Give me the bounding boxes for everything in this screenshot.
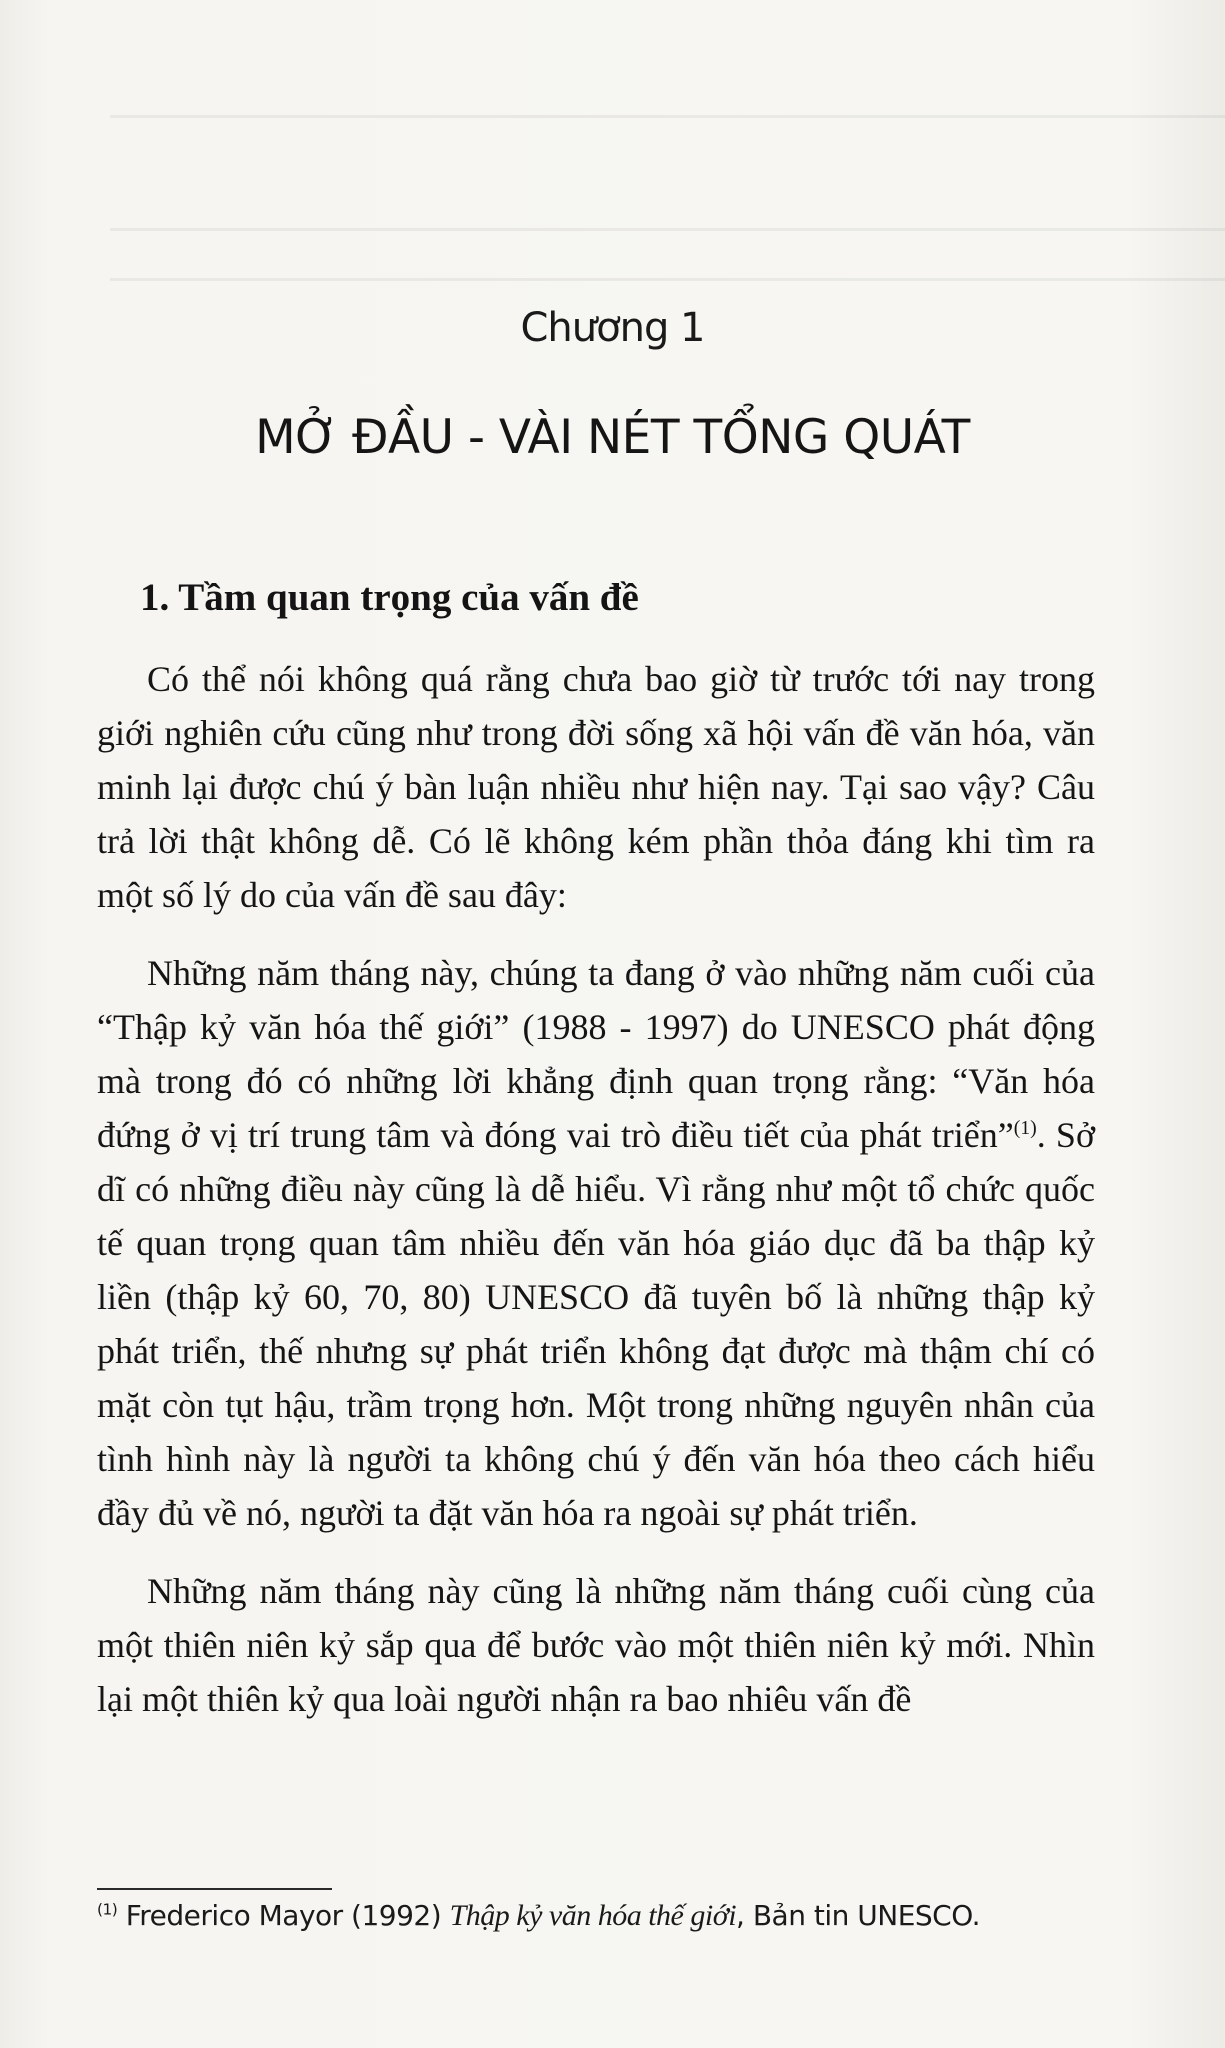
paragraph-text: Những năm tháng này, chúng ta đang ở vào những năm cuối của “Thập kỷ văn hóa thế giới” (1988 - 1997) do UNESCO phát động mà trong đó có những lời khẳng định quan trọng rằng: “Văn hóa đứng ở vị trí trung tâm và đóng vai trò điều tiết của phát triển” — [97, 953, 1095, 1155]
footnote-marker: (1) — [97, 1900, 118, 1919]
body-text — [97, 652, 1095, 1750]
paragraph — [97, 946, 1095, 1540]
paragraph: Có thể nói không quá rằng chưa bao giờ từ trước tới nay trong giới nghiên cứu cũng như trong đời sống xã hội vấn đề văn hóa, văn minh lại được chú ý bàn luận nhiều như hiện nay. Tại sao vậy? Câu trả lời thật không dễ. Có lẽ không kém phần thỏa đáng khi tìm ra một số lý do của vấn đề sau đây: — [97, 659, 1095, 915]
footnote — [97, 1896, 1097, 1936]
bleed-through-line — [110, 228, 1225, 231]
paragraph-text: . Sở dĩ có những điều này cũng là dễ hiểu. Vì rằng như một tổ chức quốc tế quan trọng quan tâm nhiều đến văn hóa giáo dục đã ba thập kỷ liền (thập kỷ 60, 70, 80) UNESCO đã tuyên bố là những thập kỷ phát triển, thế nhưng sự phát triển không đạt được mà thậm chí có mặt còn tụt hậu, trầm trọng hơn. Một trong những nguyên nhân của tình hình này là người ta không chú ý đến văn hóa theo cách hiểu đầy đủ về nó, người ta đặt văn hóa ra ngoài sự phát triển. — [97, 1115, 1095, 1533]
chapter-label: Chương 1 — [520, 305, 705, 351]
footnote-source: , Bản tin UNESCO. — [736, 1899, 981, 1932]
footnote-author: Frederico Mayor (1992) — [125, 1899, 442, 1932]
section-heading: 1. Tầm quan trọng của vấn đề — [140, 576, 639, 619]
footnote-divider — [97, 1888, 332, 1890]
footnote-reference: (1) — [1013, 1117, 1037, 1139]
bleed-through-line — [110, 278, 1225, 281]
footnote-title: Thập kỷ văn hóa thế giới — [449, 1899, 737, 1932]
bleed-through-line — [110, 115, 1225, 118]
chapter-title: MỞ ĐẦU - VÀI NÉT TỔNG QUÁT — [255, 410, 970, 465]
paragraph: Những năm tháng này cũng là những năm tháng cuối cùng của một thiên niên kỷ sắp qua để bước vào một thiên niên kỷ mới. Nhìn lại một thiên kỷ qua loài người nhận ra bao nhiêu vấn đề — [97, 1571, 1095, 1719]
